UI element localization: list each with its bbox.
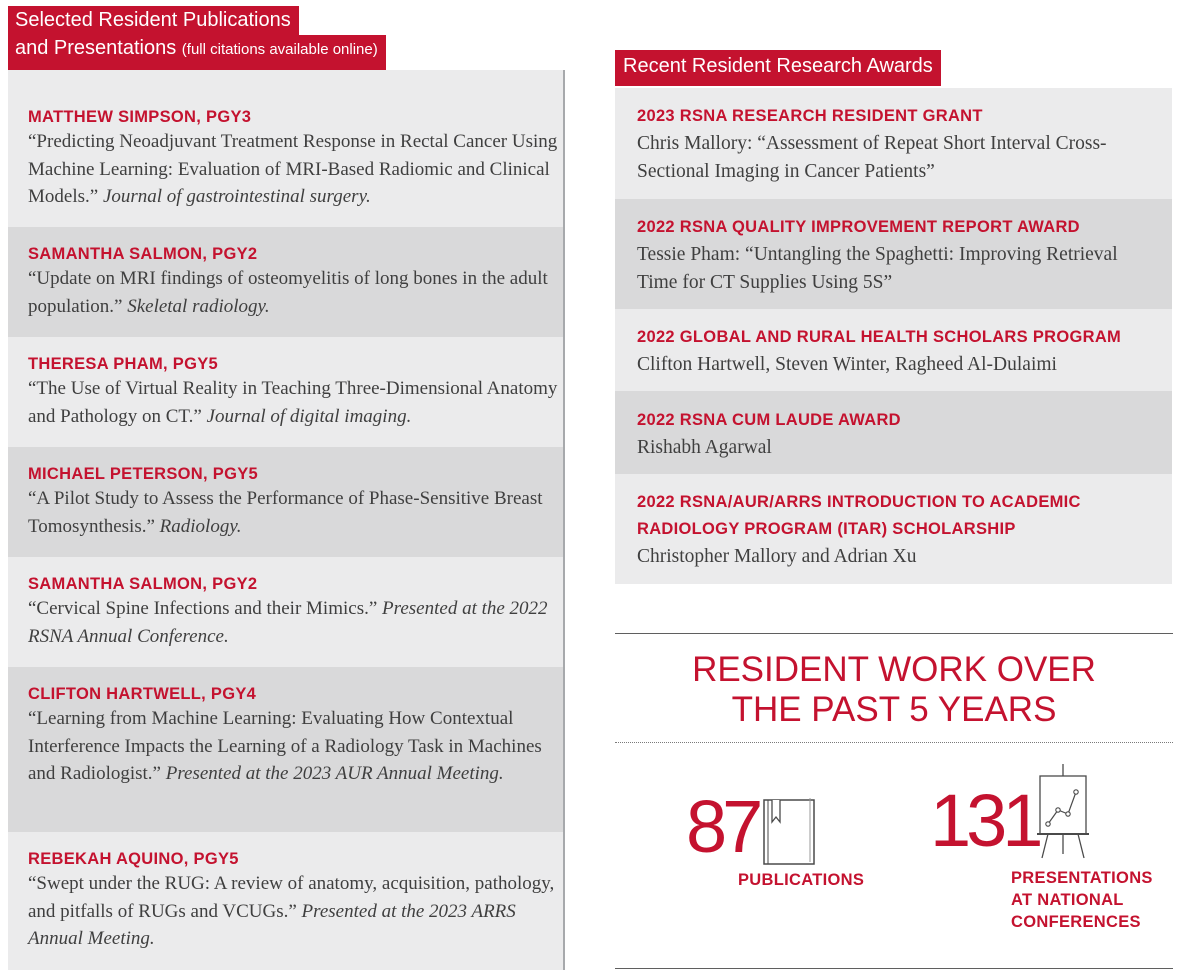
citation: “Cervical Spine Infections and their Mimics.” Presented at the 2022 RSNA Annual Conference. [28, 598, 548, 647]
award-title: 2022 RSNA/AUR/ARRS INTRODUCTION TO ACADEMIC RADIOLOGY PROGRAM (ITAR) SCHOLARSHIP [637, 493, 1081, 538]
publications-label: PUBLICATIONS [738, 871, 865, 889]
resident-work-title [615, 650, 1173, 730]
publications-count: 87 [686, 785, 759, 868]
presentations-label-line1: PRESENTATIONS [1011, 869, 1153, 887]
resident-name: REBEKAH AQUINO, PGY5 [28, 850, 239, 868]
divider-dotted [615, 742, 1173, 743]
divider-bottom [615, 968, 1173, 969]
publications-header-line2 [8, 35, 386, 70]
awards-header [615, 50, 941, 86]
award-entry [615, 391, 1172, 474]
publication-entry [8, 70, 563, 227]
presentation-easel-icon [1034, 762, 1092, 860]
publications-header-line1 [8, 6, 299, 36]
citation: “Learning from Machine Learning: Evaluating How Contextual Interference Impacts the Learning of a Radiology Task in Machines and Radiologist.” Presented at the 2023 AUR Annual Meeting. [28, 708, 542, 784]
resident-name: MATTHEW SIMPSON, PGY3 [28, 108, 252, 126]
publications-header-note: (full citations available online) [181, 41, 378, 58]
presentations-label-line3: CONFERENCES [1011, 913, 1141, 931]
divider-top [615, 633, 1173, 634]
resident-name: MICHAEL PETERSON, PGY5 [28, 465, 259, 483]
award-detail: Christopher Mallory and Adrian Xu [637, 546, 917, 567]
award-title: 2022 RSNA CUM LAUDE AWARD [637, 411, 901, 429]
publication-entry [8, 667, 563, 832]
citation: “The Use of Virtual Reality in Teaching Three-Dimensional Anatomy and Pathology on CT.” Journal of digital imaging. [28, 378, 558, 427]
citation: “A Pilot Study to Assess the Performance of Phase-Sensitive Breast Tomosynthesis.” Radiology. [28, 488, 543, 537]
citation: “Update on MRI findings of osteomyelitis of long bones in the adult population.” Skeletal radiology. [28, 268, 548, 317]
award-entry [615, 309, 1172, 391]
publication-entry [8, 227, 563, 337]
award-entry [615, 199, 1172, 309]
resident-name: SAMANTHA SALMON, PGY2 [28, 245, 258, 263]
citation: “Swept under the RUG: A review of anatomy, acquisition, pathology, and pitfalls of RUGs and VCUGs.” Presented at the 2023 ARRS Annual Meeting. [28, 873, 555, 949]
publication-entry [8, 832, 563, 970]
presentations-label [1011, 867, 1153, 933]
award-title: 2022 GLOBAL AND RURAL HEALTH SCHOLARS PROGRAM [637, 328, 1122, 346]
resident-name: CLIFTON HARTWELL, PGY4 [28, 685, 257, 703]
book-icon [762, 796, 816, 866]
publications-header-title-cont: and Presentations [15, 37, 177, 59]
resident-work-title-line2: THE PAST 5 YEARS [731, 690, 1057, 729]
awards-header-title: Recent Resident Research Awards [623, 55, 933, 77]
publication-entry [8, 447, 563, 557]
award-detail: Rishabh Agarwal [637, 437, 772, 458]
publication-entry [8, 337, 563, 447]
award-title: 2022 RSNA QUALITY IMPROVEMENT REPORT AWARD [637, 218, 1080, 236]
resident-work-title-line1: RESIDENT WORK OVER [692, 650, 1096, 689]
publications-list [8, 70, 565, 970]
presentations-count: 131 [930, 779, 1039, 862]
citation: “Predicting Neoadjuvant Treatment Response in Rectal Cancer Using Machine Learning: Evaluation of MRI-Based Radiomic and Clinical Models.” Journal of gastrointestinal surgery. [28, 131, 558, 207]
publication-entry [8, 557, 563, 667]
award-detail: Chris Mallory: “Assessment of Repeat Short Interval Cross-Sectional Imaging in Cancer Patients” [637, 133, 1107, 182]
award-detail: Clifton Hartwell, Steven Winter, Ragheed Al-Dulaimi [637, 354, 1057, 375]
resident-name: THERESA PHAM, PGY5 [28, 355, 218, 373]
award-entry [615, 474, 1172, 584]
publications-header-title: Selected Resident Publications [15, 9, 291, 31]
award-detail: Tessie Pham: “Untangling the Spaghetti: Improving Retrieval Time for CT Supplies Using 5S” [637, 244, 1118, 293]
award-entry [615, 88, 1172, 199]
resident-name: SAMANTHA SALMON, PGY2 [28, 575, 258, 593]
award-title: 2023 RSNA RESEARCH RESIDENT GRANT [637, 107, 983, 125]
presentations-label-line2: AT NATIONAL [1011, 891, 1124, 909]
